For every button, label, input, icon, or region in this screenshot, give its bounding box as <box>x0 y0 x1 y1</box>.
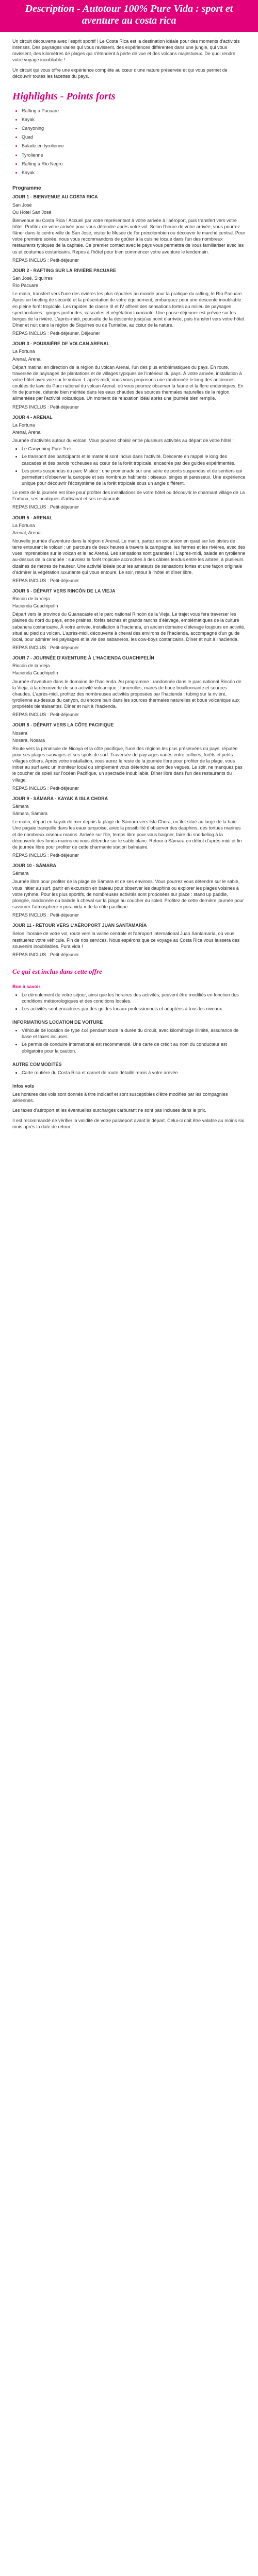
highlight-item <box>22 134 246 140</box>
highlight-item <box>22 116 246 123</box>
day-block <box>12 414 246 511</box>
offer-title: Ce qui est inclus dans cette offre <box>12 967 102 975</box>
hero-banner <box>0 0 258 32</box>
day-description: Journée d'aventure dans le domaine de l'hacienda. Au programme : randonnée dans le parc national Rincón de la Vieja, à la découverte de son activité volcanique : fumerolles, mares de boue bouillonnante et sources chaudes. L'après-midi, profitez des nombreuses activités proposées par l'hacienda : tubing sur la rivière, tyrolienne au-dessus du canyon, ou encore bain dans les sources thermales naturelles et boue volcanique aux propriétés bienfaisantes. Dîner et nuit à l'hacienda. <box>12 679 241 709</box>
day-location: Hacienda Guachipelín <box>12 670 58 676</box>
day-location: Río Pacuare <box>12 283 39 289</box>
day-location: Sámara <box>12 804 29 809</box>
day-block <box>12 588 246 651</box>
day-meals: REPAS INCLUS : Petit-déjeuner <box>12 712 79 718</box>
intro-paragraph: Un circuit qui vous offre une expérience complète au cœur d'une nature préservée et qui vous permet de découvrir toutes les facettes du pays. <box>12 67 228 79</box>
day-description: Selon l'horaire de votre vol, route vers la vallée centrale et l'aéroport international Juan Santamaría, où vous restituerez votre véhicule. Fin de nos services. Nous espérons que ce voyage au Costa Rica vous laissera des souvenirs inoubliables. Pura vida ! <box>12 931 240 949</box>
notes-title: Infos vols <box>12 1083 35 1089</box>
day-block <box>12 194 246 263</box>
day-location: La Fortuna <box>12 522 35 528</box>
highlight-item <box>22 170 246 176</box>
highlight-item <box>22 108 246 114</box>
day-location: Arenal, Arenal <box>12 530 42 535</box>
day-meals: REPAS INCLUS : Petit-déjeuner <box>12 578 79 583</box>
offer-section-list <box>12 1027 246 1054</box>
note-paragraph: Les horaires des vols sont donnés à titre indicatif et sont susceptibles d'être modifiés par les compagnies aériennes. <box>12 1092 228 1104</box>
day-meals: REPAS INCLUS : Petit-déjeuner <box>12 852 79 858</box>
highlight-item <box>22 161 246 167</box>
highlight-label: Rafting à Pacuare <box>22 108 59 113</box>
day-heading: JOUR 5 - ARENAL <box>12 515 53 520</box>
day-block <box>12 795 246 858</box>
day-description: Bienvenue au Costa Rica ! Accueil par votre représentant à votre arrivée à l'aéroport, puis transfert vers votre hôtel. Profitez de votre arrivée pour vous détendre après votre vol. Selon l'heure de votre arrivée, vous pourrez flâner dans le centre-ville de San José, visiter le Musée de l'or précolombien ou découvrir le marché central. Pour votre première soirée, nous vous recommandons de goûter à la cuisine locale dans l'un des nombreux restaurants typiques de la capitale. Ce premier contact avec le pays vous permettra de vous familiariser avec les us et coutumes costaricains. Repos à l'hôtel pour bien commencer votre aventure le lendemain. <box>12 217 245 255</box>
day-option: • Le Canyoning Pure Trek <box>22 446 246 452</box>
day-location: La Fortuna <box>12 422 35 428</box>
day-location: Nosara <box>12 730 28 736</box>
day-heading: JOUR 2 - RAFTING SUR LA RIVIÈRE PACUARE <box>12 267 117 273</box>
highlight-label: Canyoning <box>22 126 44 131</box>
day-location: Hacienda Guachipelín <box>12 603 58 609</box>
offer-section-item: • Carte routière du Costa Rica et carnet de route détaillé remis à votre arrivée. <box>22 1070 246 1076</box>
day-heading: JOUR 1 - BIENVENUE AU COSTA RICA <box>12 194 98 200</box>
day-block <box>12 722 246 791</box>
day-location: Arenal, Arenal <box>12 429 42 435</box>
highlight-label: Rafting à Río Negro <box>22 161 63 166</box>
day-description: Route vers la péninsule de Nicoya et la côte pacifique, l'une des régions les plus préservées du pays, réputée pour ses plages sauvages et ses spots de surf. Traversée de paysages variés entre collines, forêts et petits villages côtiers. Après votre installation, vous aurez le reste de la journée libre pour profiter de la plage, vous initier au surf avec un moniteur local ou simplement vous détendre au son des vagues. Le soir, ne manquez pas le coucher de soleil sur l'océan Pacifique, un spectacle inoubliable. Dîner libre dans l'un des restaurants du village. <box>12 745 243 783</box>
day-options <box>12 446 246 486</box>
offer-sections <box>12 984 246 1076</box>
day-description: Nouvelle journée d'aventure dans la région d'Arenal. Le matin, partez en excursion en quad sur les pistes de terre entourant le volcan : un parcours de deux heures à travers la campagne, les fermes et les rivières, avec des vues imprenables sur le volcan et le lac Arenal. Les sensations sont garanties ! L'après-midi, balade en tyrolienne au-dessus de la canopée : survolez la forêt tropicale accrochés à des câbles tendus entre les arbres, à plusieurs dizaines de mètres de hauteur. Une activité idéale pour les amateurs de sensations fortes et une façon originale d'admirer la végétation luxuriante qui vous entoure. Le soir, retour à l'hôtel et dîner libre. <box>12 538 246 575</box>
day-block <box>12 862 246 918</box>
note-paragraph: Les taxes d'aéroport et les éventuelles surcharges carburant ne sont pas incluses dans le prix. <box>12 1108 206 1113</box>
day-location: Rincón de la Vieja <box>12 596 50 602</box>
highlight-label: Quad <box>22 134 34 140</box>
day-location: San José, Siquirres <box>12 276 53 281</box>
highlight-item <box>22 152 246 158</box>
day-heading: JOUR 4 - ARENAL <box>12 414 53 420</box>
offer-section-title: AUTRE COMMODITÉS <box>12 1061 62 1067</box>
day-description: Le matin, départ en kayak de mer depuis la plage de Sámara vers Isla Chora, un îlot situé au large de la baie. Une pagaie tranquille dans les eaux turquoise, avec la possibilité d'observer des dauphins, des tortues marines et de nombreux oiseaux marins. Arrivée sur l'île, temps libre pour vous baigner, faire du snorkeling à la découverte des fonds marins ou vous détendre sur le sable blanc. Retour à Sámara en début d'après-midi et fin de journée libre pour profiter de cette charmante station balnéaire. <box>12 819 242 850</box>
day-description: Départ vers la province du Guanacaste et le parc national Rincón de la Vieja. Le trajet vous fera traverser les plaines du nord du pays, entre prairies, forêts sèches et grands ranchs d'élevage, emblématiques de la culture sabanera costaricaine. À votre arrivée, installation à l'hacienda, un ancien domaine d'élevage toujours en activité, situé au pied du volcan. L'après-midi, découverte à cheval des environs de l'hacienda, accompagné d'un guide local, pour admirer les paysages et la vie des sabaneros, les cow-boys costaricains. Dîner et nuit à l'hacienda. <box>12 612 246 642</box>
offer-section-item: • Le déroulement de votre séjour, ainsi que les horaires des activités, peuvent être modifiés en fonction des conditions météorologiques et des conditions locales. <box>22 992 246 1004</box>
day-option: • Le transport des participants et le matériel sont inclus dans l'activité. Descente en rappel le long des cascades et des parois rocheuses au cœur de la forêt tropicale, encadrée par des guides expérimentés. <box>22 453 246 466</box>
page <box>0 0 258 1140</box>
content <box>0 32 258 1140</box>
highlight-label: Tyrolienne <box>22 152 43 158</box>
day-location: Sámara <box>12 871 29 876</box>
offer-section-item: • Le permis de conduire international est recommandé. Une carte de crédit au nom du conducteur est obligatoire pour la caution. <box>22 1041 246 1054</box>
note-paragraph: Il est recommandé de vérifier la validité de votre passeport avant le départ. Celui-ci doit être valable au moins six mois après la date de retour. <box>12 1117 244 1129</box>
highlight-item <box>22 125 246 131</box>
day-heading: JOUR 8 - DÉPART VERS LA CÔTE PACIFIQUE <box>12 722 114 728</box>
highlight-label: Kayak <box>22 116 35 122</box>
page-title: Description - Autotour 100% Pure Vida : sport et aventure au costa rica <box>25 3 233 26</box>
offer-section-title: INFORMATIONS LOCATION DE VOITURE <box>12 1020 103 1025</box>
notes <box>12 1091 246 1130</box>
day-description-extra: Le reste de la journée est libre pour profiter des installations de votre hôtel ou découvrir le charmant village de La Fortuna, ses boutiques d'artisanat et ses restaurants. <box>12 490 245 502</box>
day-location: San José <box>12 202 32 208</box>
day-block <box>12 922 246 958</box>
offer-section-list <box>12 1070 246 1076</box>
day-location: La Fortuna <box>12 349 35 354</box>
day-meals: REPAS INCLUS : Petit-déjeuner <box>12 257 79 263</box>
day-heading: JOUR 10 - SÁMARA <box>12 863 57 869</box>
day-heading: JOUR 6 - DÉPART VERS RINCÓN DE LA VIEJA <box>12 588 116 594</box>
day-heading: JOUR 3 - POUSSIÈRE DE VOLCAN ARENAL <box>12 341 110 347</box>
intro-paragraph: Un circuit découverte avec l'esprit sportif ! Le Costa Rica est la destination idéale pour des moments d'activités intenses. Des paysages variés qui vous ravissent, des expériences différentes dans une jungle, qui vous ravissent, des kilomètres de plages qui s'étendent à perte de vue et des volcans majestueux. De quoi rendre votre voyage inoubliable ! <box>12 39 240 63</box>
day-description: Journée d'activités autour du volcan. Vous pourrez choisir entre plusieurs activités au départ de votre hôtel : <box>12 438 234 444</box>
day-meals: REPAS INCLUS : Petit-déjeuner <box>12 912 79 918</box>
offer-section-title: Bon à savoir <box>12 984 41 989</box>
offer-section-item: • Véhicule de location de type 4x4 pendant toute la durée du circuit, avec kilométrage illimité, assurance de base et taxes incluses. <box>22 1027 246 1040</box>
day-location: Sámara, Sámara <box>12 811 48 817</box>
day-heading: JOUR 7 - JOURNÉE D'AVENTURE À L'HACIENDA GUACHIPELÍN <box>12 655 154 661</box>
day-block <box>12 341 246 410</box>
day-heading: JOUR 9 - SÁMARA - KAYAK À ISLA CHORA <box>12 795 108 801</box>
programme-title: Programme <box>12 185 41 191</box>
day-description: Journée libre pour profiter de la plage de Sámara et de ses environs. Vous pourrez vous détendre sur le sable, vous initier au surf, partir en excursion en bateau pour observer les dauphins ou explorer les plages voisines à votre rythme. Pour les plus sportifs, de nombreuses activités sont proposées sur place : stand up paddle, plongée, randonnée ou balade à cheval sur la plage au coucher du soleil. Profitez de cette dernière journée pour savourer l'atmosphère « pura vida » de la côte pacifique. <box>12 879 244 909</box>
day-meals: REPAS INCLUS : Petit-déjeuner <box>12 785 79 791</box>
day-location: Nosara, Nosara <box>12 737 45 743</box>
day-block <box>12 515 246 584</box>
day-meals: REPAS INCLUS : Petit-déjeuner <box>12 504 79 510</box>
day-meals: REPAS INCLUS : Petit-déjeuner <box>12 404 79 410</box>
day-location: Rincón de la Vieja <box>12 663 50 669</box>
day-heading: JOUR 11 - RETOUR VERS L'AÉROPORT JUAN SANTAMARÍA <box>12 923 147 928</box>
highlight-item <box>22 143 246 149</box>
highlight-label: Kayak <box>22 170 35 175</box>
day-location: Ou Hotel San José <box>12 209 52 215</box>
programme-days <box>12 194 246 957</box>
day-meals: REPAS INCLUS : Petit-déjeuner, Déjeuner <box>12 331 100 336</box>
day-description: Départ matinal en direction de la région du volcan Arenal, l'un des plus emblématiques du pays. En route, traversée de paysages de plantations et de villages typiques de l'intérieur du pays. À votre arrivée, installation à votre hôtel avec vue sur le volcan. L'après-midi, nous vous proposons une randonnée le long des anciennes coulées de lave du Parc national du volcan Arenal, où vous pourrez observer la faune et la flore endémiques. En fin de journée, détente bien méritée dans les eaux chaudes des sources thermales naturelles de la région, alimentées par l'activité volcanique. Un moment de relaxation idéal après une journée bien remplie. <box>12 364 244 401</box>
day-option: • Les ponts suspendus du parc Mistico : une promenade sur une série de ponts suspendus et de sentiers qui permettent d'observer la canopée et ses nombreux habitants : oiseaux, singes et paresseux. Une expérience unique pour découvrir l'écosystème de la forêt tropicale sous un angle différent. <box>22 468 246 486</box>
day-location: Arenal, Arenal <box>12 356 42 362</box>
offer-section-list <box>12 992 246 1012</box>
highlight-label: Balade en tyrolienne <box>22 143 64 149</box>
day-meals: REPAS INCLUS : Petit-déjeuner <box>12 952 79 957</box>
offer-section-item: • Les activités sont encadrées par des guides locaux professionnels et adaptées à tous les niveaux. <box>22 1006 246 1012</box>
highlights-title: Highlights - Points forts <box>12 90 116 102</box>
day-block <box>12 655 246 718</box>
day-meals: REPAS INCLUS : Petit-déjeuner <box>12 645 79 651</box>
day-description: Le matin, transfert vers l'une des rivières les plus réputées au monde pour la pratique du rafting, le Río Pacuare. Après un briefing de sécurité et la présentation de votre équipement, embarquez pour une descente inoubliable en pleine forêt tropicale. Les rapides de classe III et IV offrent des sensations fortes au milieu de paysages spectaculaires : gorges profondes, cascades et végétation luxuriante. Une pause déjeuner est prévue sur les berges de la rivière. L'après-midi, poursuite de la descente jusqu'au point d'arrivée, puis transfert vers votre hôtel. Dîner et nuit dans la région de Siquirres ou de Turrialba, au cœur de la nature. <box>12 291 246 328</box>
intro <box>12 38 246 79</box>
highlights-list <box>12 108 246 176</box>
day-block <box>12 267 246 336</box>
